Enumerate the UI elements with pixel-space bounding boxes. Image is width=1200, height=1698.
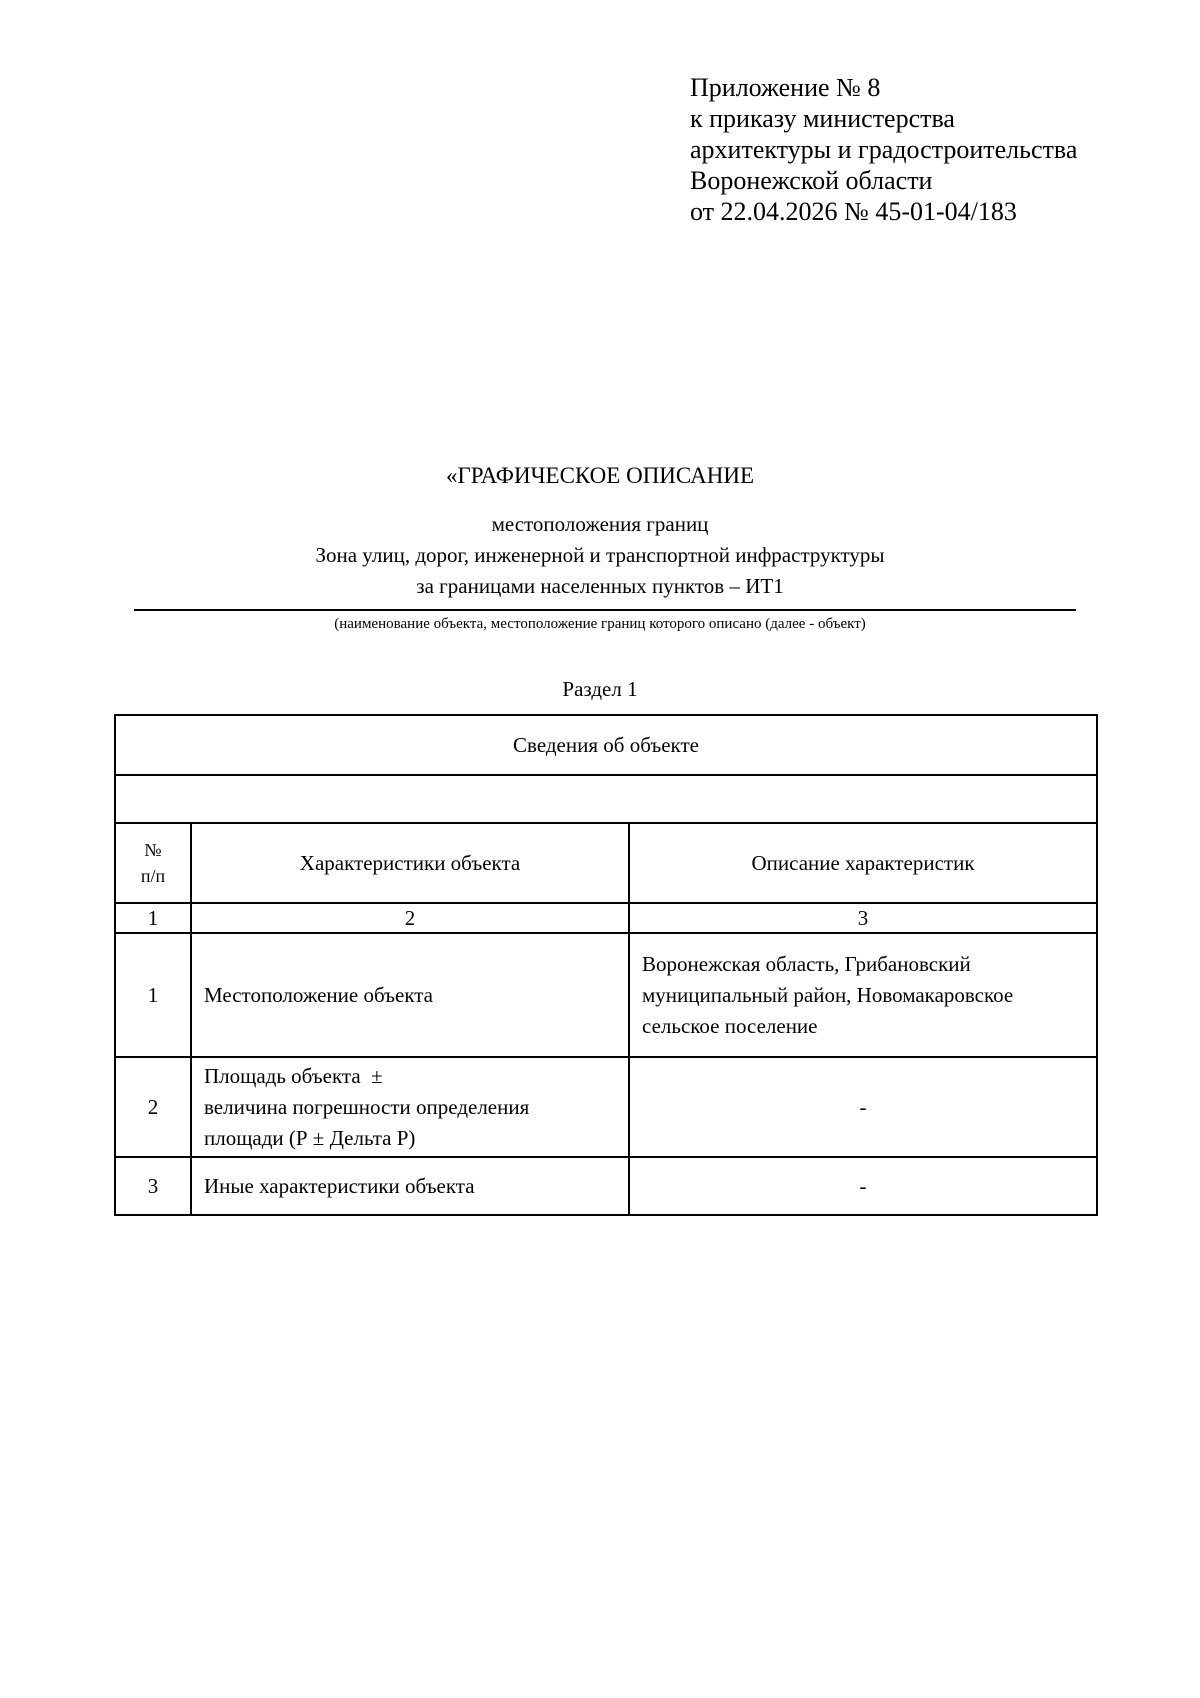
column-header-number <box>115 823 191 903</box>
subtitle-line-3: за границами населенных пунктов – ИТ1 <box>416 574 784 598</box>
table-empty-row <box>115 775 1097 823</box>
number-sign: № <box>144 840 162 860</box>
subtitle-line-2: Зона улиц, дорог, инженерной и транспортной инфраструктуры <box>315 543 885 567</box>
row-number: 3 <box>115 1157 191 1215</box>
column-number: 2 <box>191 903 629 933</box>
appendix-line: Воронежской области <box>690 166 933 195</box>
row-characteristic: Местоположение объекта <box>191 933 629 1057</box>
title-underline <box>134 609 1076 611</box>
object-subtitle <box>0 509 1200 602</box>
characteristic-line: Площадь объекта ± <box>204 1063 383 1088</box>
characteristic-line: величина погрешности определения <box>204 1094 530 1119</box>
number-abbrev: п/п <box>140 866 166 886</box>
table-heading: Сведения об объекте <box>115 715 1097 775</box>
row-number: 2 <box>115 1057 191 1157</box>
subtitle-line-1: местоположения границ <box>491 512 709 536</box>
table-heading-row <box>115 715 1097 775</box>
row-description <box>629 933 1097 1057</box>
section-label: Раздел 1 <box>562 677 638 701</box>
appendix-line: к приказу министерства <box>690 104 955 133</box>
description-line: Воронежская область, Грибановский <box>642 951 971 976</box>
column-number: 3 <box>629 903 1097 933</box>
row-number: 1 <box>115 933 191 1057</box>
empty-cell <box>115 775 1097 823</box>
column-number-row <box>115 903 1097 933</box>
appendix-line: архитектуры и градостроительства <box>690 135 1078 164</box>
description-line: муниципальный район, Новомакаровское <box>642 982 1014 1007</box>
description-line: сельское поселение <box>642 1013 818 1038</box>
row-description: - <box>629 1157 1097 1215</box>
appendix-line: от 22.04.2026 № 45-01-04/183 <box>690 197 1017 226</box>
row-description: - <box>629 1057 1097 1157</box>
table-row <box>115 933 1097 1057</box>
document-title: «ГРАФИЧЕСКОЕ ОПИСАНИЕ <box>445 463 754 488</box>
row-characteristic: Иные характеристики объекта <box>191 1157 629 1215</box>
column-header-characteristic: Характеристики объекта <box>191 823 629 903</box>
table-row <box>115 1057 1097 1157</box>
column-number: 1 <box>115 903 191 933</box>
appendix-line: Приложение № 8 <box>690 73 881 102</box>
column-header-description: Описание характеристик <box>629 823 1097 903</box>
underline-caption: (наименование объекта, местоположение границ которого описано (далее - объект) <box>334 616 866 632</box>
appendix-block <box>690 72 1077 227</box>
table-header-row <box>115 823 1097 903</box>
characteristic-line: площади (Р ± Дельта Р) <box>204 1125 416 1150</box>
row-characteristic <box>191 1057 629 1157</box>
table-row <box>115 1157 1097 1215</box>
object-info-table <box>114 714 1098 1216</box>
